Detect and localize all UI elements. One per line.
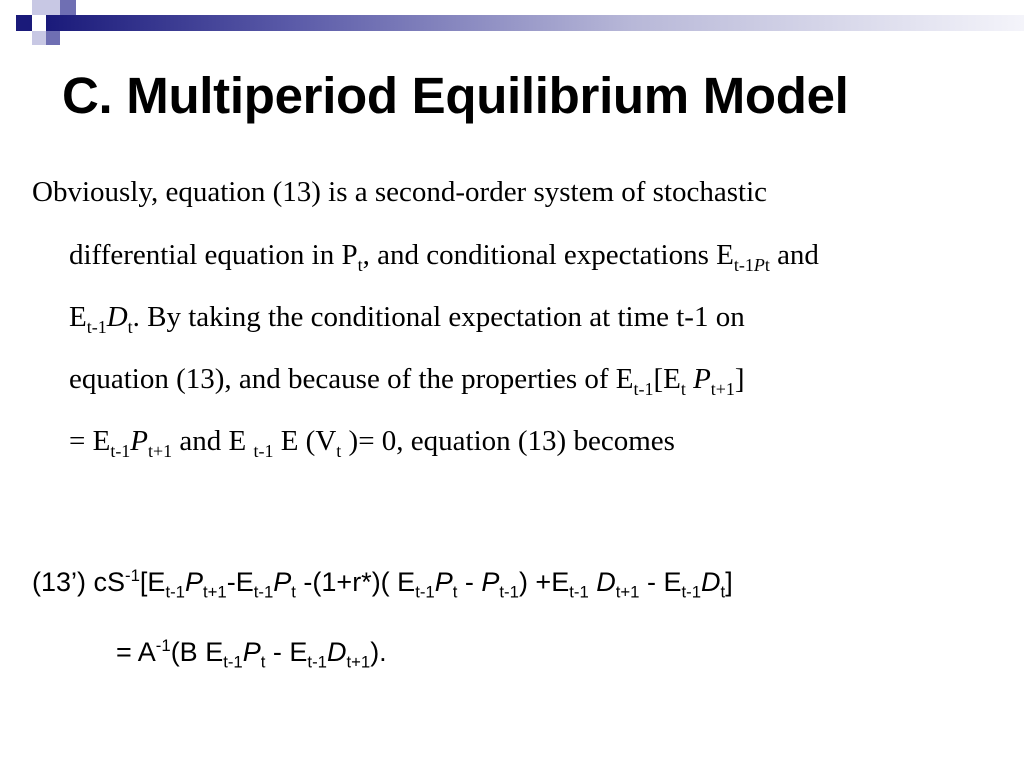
italic-symbol: D bbox=[106, 301, 128, 333]
text-run: -E bbox=[226, 567, 254, 597]
subscript: t-1 bbox=[499, 582, 519, 602]
italic-symbol: P bbox=[481, 567, 500, 597]
superscript: -1 bbox=[155, 636, 171, 655]
deco-square-3 bbox=[32, 31, 46, 45]
deco-square-6 bbox=[46, 31, 60, 45]
subscript: t-1 bbox=[165, 582, 185, 602]
subscript bbox=[734, 255, 770, 275]
deco-square-5 bbox=[60, 0, 76, 15]
text-run: [E bbox=[139, 567, 166, 597]
subscript: t bbox=[680, 378, 686, 399]
text-run: - E bbox=[639, 567, 682, 597]
italic-symbol: D bbox=[326, 637, 347, 667]
paragraph-line-5 bbox=[69, 425, 675, 461]
text-run: t bbox=[764, 254, 770, 275]
subscript: t bbox=[452, 582, 458, 602]
equation-13-prime bbox=[32, 566, 733, 602]
superscript: -1 bbox=[125, 566, 140, 585]
text-run: (13’) cS bbox=[32, 567, 126, 597]
deco-square-2 bbox=[32, 0, 46, 15]
subscript: t+1 bbox=[710, 378, 735, 399]
italic-symbol: P bbox=[184, 567, 203, 597]
text-run: )= 0, equation (13) becomes bbox=[341, 425, 675, 457]
subscript: t+1 bbox=[615, 582, 640, 602]
paragraph-line-2 bbox=[69, 239, 819, 275]
text-run: - bbox=[457, 567, 482, 597]
text-run: ). bbox=[370, 637, 387, 667]
text-run: - E bbox=[265, 637, 308, 667]
text-run: Obviously, equation (13) is a second-order system of stochastic bbox=[32, 176, 768, 208]
subscript: t-1 bbox=[681, 582, 702, 602]
subscript: t+1 bbox=[202, 582, 227, 602]
text-run: , and conditional expectations E bbox=[362, 239, 734, 271]
subscript: t-1 bbox=[86, 316, 107, 337]
subscript: t bbox=[291, 582, 296, 602]
italic-symbol: P bbox=[130, 425, 149, 457]
subscript: t-1 bbox=[253, 582, 274, 602]
italic-symbol: P bbox=[685, 363, 711, 395]
subscript: t bbox=[127, 316, 133, 337]
subscript: t-1 bbox=[633, 378, 654, 399]
subscript: t-1 bbox=[415, 582, 435, 602]
text-run: differential equation in P bbox=[69, 239, 358, 271]
equation-13-prime-rhs bbox=[116, 636, 387, 672]
text-run: (B E bbox=[170, 637, 224, 667]
italic-symbol: P bbox=[242, 637, 261, 667]
header-gradient-bar bbox=[46, 15, 1024, 31]
text-run: and E bbox=[172, 425, 254, 457]
text-run: = A bbox=[116, 637, 156, 667]
subscript: t bbox=[336, 440, 342, 461]
text-run: ) +E bbox=[518, 567, 570, 597]
text-run: t-1 bbox=[733, 254, 754, 275]
text-run: equation (13), and because of the properties of E bbox=[69, 363, 634, 395]
paragraph-line-4 bbox=[69, 363, 745, 399]
deco-square-4 bbox=[46, 0, 60, 15]
text-run: -(1+r*)( E bbox=[295, 567, 416, 597]
subscript: t bbox=[357, 254, 363, 275]
italic-symbol: D bbox=[588, 567, 616, 597]
italic-symbol: P bbox=[273, 567, 292, 597]
header-decoration bbox=[0, 0, 1024, 60]
subscript: t bbox=[260, 652, 266, 672]
subscript: t+1 bbox=[148, 440, 173, 461]
text-run: . By taking the conditional expectation at time t-1 on bbox=[132, 301, 745, 333]
slide-title: C. Multiperiod Equilibrium Model bbox=[62, 67, 849, 124]
italic-symbol: P bbox=[434, 567, 453, 597]
text-run: ] bbox=[734, 363, 745, 395]
italic-symbol: D bbox=[701, 567, 721, 597]
paragraph-line-1 bbox=[32, 176, 767, 209]
deco-square-1 bbox=[16, 15, 32, 31]
subscript: t-1 bbox=[223, 652, 243, 672]
text-run: and bbox=[769, 239, 819, 271]
subscript: t-1 bbox=[569, 582, 589, 602]
subscript: t-1 bbox=[110, 440, 131, 461]
subscript: t bbox=[720, 582, 726, 602]
text-run: [E bbox=[653, 363, 681, 395]
paragraph-line-3 bbox=[69, 301, 745, 337]
text-run: E bbox=[69, 301, 87, 333]
subscript: t+1 bbox=[346, 652, 371, 672]
subscript: t-1 bbox=[307, 652, 327, 672]
italic-symbol: P bbox=[753, 254, 765, 275]
subscript: t-1 bbox=[253, 440, 274, 461]
text-run: = E bbox=[69, 425, 111, 457]
text-run: E (V bbox=[273, 425, 337, 457]
text-run: ] bbox=[725, 567, 733, 597]
